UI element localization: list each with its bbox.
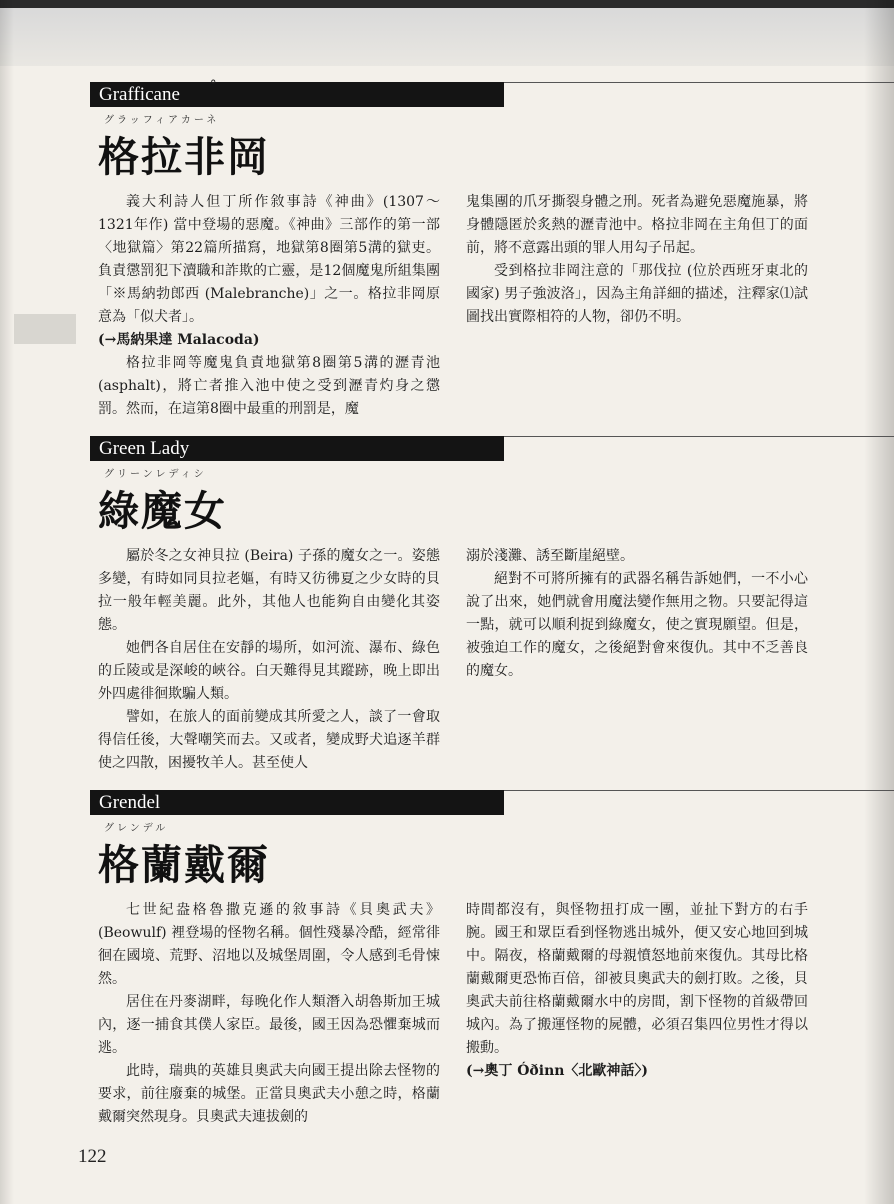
header-shadow-band [0,8,894,66]
entry-banner-row [90,790,894,815]
entry-title: 格拉非岡 [98,133,270,181]
entry-title: 格蘭戴爾 [98,841,270,889]
entry-banner-row [90,78,894,107]
banner-rule [504,436,894,437]
left-column [98,899,440,1129]
entry-green-lady [90,436,894,771]
side-index-tab [14,314,76,344]
paragraph: 她們各自居住在安靜的場所，如河流、瀑布、綠色的丘陵或是深峻的峽谷。白天難得見其蹤跡，晚上即出外四處徘徊欺騙人類。 [98,640,440,702]
entry-latin-name: Grafficane [90,82,504,107]
page-left-shadow [0,0,14,1204]
paragraph: 義大利詩人但丁所作敘事詩《神曲》(1307～1321年作) 當中登場的惡魔。《神曲》三部作的第一部〈地獄篇〉第22篇所描寫，地獄第8圈第5溝的獄吏。負責懲罰犯下瀆職和詐欺的亡靈，是12個魔鬼所組集團「※馬納勃郎西 (Malebranche)」之一。格拉非岡原意為「似犬者」。 [98,194,440,325]
right-column [466,899,808,1083]
entry-title: 綠魔女 [98,487,227,535]
left-column [98,545,440,775]
entry-kana: グレンデル [104,823,169,834]
right-column [466,545,808,683]
entry-kana: グラッフィアカーネ [104,115,220,126]
paragraph: 鬼集團的爪牙撕裂身體之刑。死者為避免惡魔施暴，將身體隱匿於炙熱的瀝青池中。格拉非岡在主角但丁的面前，將不意露出頭的罪人用勾子吊起。 [466,194,808,256]
paragraph: 時間都沒有，與怪物扭打成一團，並扯下對方的右手腕。國王和眾臣看到怪物逃出城外，便又安心地回到城中。隔夜，格蘭戴爾的母親憤怒地前來復仇。其母比格蘭戴爾更恐怖百倍，卻被貝奧武夫的劍打敗。之後，貝奧武夫前往格蘭戴爾水中的房間，割下怪物的首級帶回城內。為了搬運怪物的屍體，必須召集四位男性才得以搬動。 [466,902,808,1056]
paragraph: 格拉非岡等魔鬼負責地獄第8圈第5溝的瀝青池 (asphalt)，將亡者推入池中使之受到瀝青灼身之懲罰。然而，在這第8圈中最重的刑罰是，魔 [98,355,440,417]
paragraph: 此時，瑞典的英雄貝奧武夫向國王提出除去怪物的要求，前往廢棄的城堡。正當貝奧武夫小憩之時，格蘭戴爾突然現身。貝奧武夫連拔劍的 [98,1063,440,1125]
entry-degree-mark: ° [210,78,217,93]
left-column [98,191,440,421]
entry-latin-name: Green Lady [90,436,504,461]
entry-grendel [90,790,894,1130]
entry-grafficane [90,78,894,417]
entry-kana: グリーンレディシ [104,469,207,480]
entry-latin-name: Grendel [90,790,504,815]
paragraph: 溺於淺灘、誘至斷崖絕壁。 [466,548,634,564]
page-number: 122 [78,1146,107,1167]
right-column [466,191,808,329]
cross-reference: (→馬納果達 Malacoda) [98,332,260,348]
paragraph: 七世紀盎格魯撒克遜的敘事詩《貝奧武夫》(Beowulf) 裡登場的怪物名稱。個性殘暴冷酷，經常徘徊在國境、荒野、沼地以及城堡周圍，令人感到毛骨悚然。 [98,902,440,987]
cross-reference: (→奧丁 Óðinn〈北歐神話〉) [466,1063,649,1079]
paragraph: 受到格拉非岡注意的「那伐拉 (位於西班牙東北的國家) 男子強波洛」，因為主角詳細的描述，注釋家⑴試圖找出實際相符的人物，卻仍不明。 [466,263,808,325]
paragraph: 絕對不可將所擁有的武器名稱告訴她們，一不小心說了出來，她們就會用魔法變作無用之物。只要記得這一點，就可以順利捉到綠魔女，使之實現願望。但是，被強迫工作的魔女，之後絕對會來復仇。其中不乏善良的魔女。 [466,571,808,679]
banner-rule [504,82,894,83]
entry-banner-row [90,436,894,461]
page-top-edge [0,0,894,8]
paragraph: 譬如，在旅人的面前變成其所愛之人，談了一會取得信任後，大聲嘲笑而去。又或者，變成野犬追逐羊群使之四散，困擾牧羊人。甚至使人 [98,709,440,771]
paragraph: 屬於冬之女神貝拉 (Beira) 子孫的魔女之一。姿態多變，有時如同貝拉老嫗，有時又彷彿夏之少女時的貝拉一般年輕美麗。此外，其他人也能夠自由變化其姿態。 [98,548,440,633]
banner-rule [504,790,894,791]
paragraph: 居住在丹麥湖畔，每晚化作人類潛入胡魯斯加王城內，逐一捕食其僕人家臣。最後，國王因為恐懼棄城而逃。 [98,994,440,1056]
